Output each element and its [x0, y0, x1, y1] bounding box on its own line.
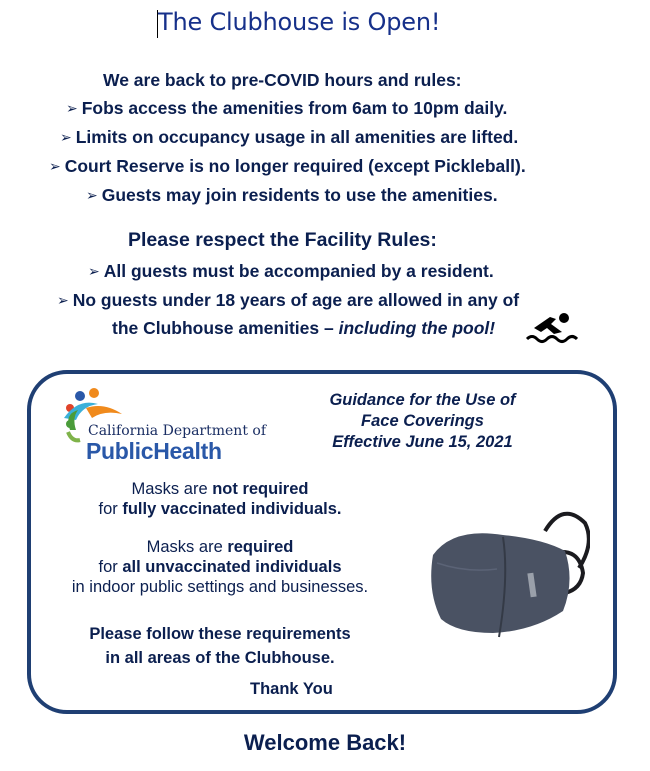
hours-heading: We are back to pre-COVID hours and rules:: [103, 70, 462, 90]
face-mask-image: [425, 493, 590, 643]
welcome-back: Welcome Back!: [243, 730, 407, 755]
rules-bullet: ➢ No guests under 18 years of age are allowed in any of: [57, 290, 520, 310]
cdph-logo-wordmark: PublicHealth: [86, 438, 222, 464]
bullet-arrow-icon: ➢: [86, 187, 98, 203]
rules-heading: Please respect the Facility Rules:: [128, 229, 437, 251]
vaccinated-guidance: Masks are not required for fully vaccinated individuals.: [98, 480, 342, 518]
page-title: The Clubhouse is Open!: [158, 8, 441, 36]
bullet-arrow-icon: ➢: [57, 292, 69, 308]
rules-bullet: ➢ All guests must be accompanied by a resident.: [88, 261, 494, 281]
bullet-arrow-icon: ➢: [88, 263, 100, 279]
follow-requirements: Please follow these requirements in all areas of the Clubhouse.: [89, 625, 351, 667]
bullet-arrow-icon: ➢: [49, 158, 61, 174]
hours-bullet: ➢ Fobs access the amenities from 6am to 10pm daily.: [66, 98, 508, 118]
hours-bullet: ➢ Guests may join residents to use the amenities.: [86, 185, 498, 205]
unvaccinated-guidance: Masks are required for all unvaccinated individuals in indoor public settings and businesses.: [71, 538, 369, 596]
rules-bullet-continuation: the Clubhouse amenities – including the pool!: [112, 318, 496, 338]
guidance-title: Guidance for the Use of Face Coverings Effective June 15, 2021: [329, 391, 516, 451]
swimmer-icon: [524, 310, 578, 346]
hours-bullet: ➢ Limits on occupancy usage in all amenities are lifted.: [60, 127, 519, 147]
hours-bullet: ➢ Court Reserve is no longer required (except Pickleball).: [49, 156, 526, 176]
bullet-arrow-icon: ➢: [60, 129, 72, 145]
thank-you: Thank You: [250, 680, 333, 698]
bullet-arrow-icon: ➢: [66, 100, 78, 116]
cdph-logo-text: California Department of: [88, 423, 267, 439]
